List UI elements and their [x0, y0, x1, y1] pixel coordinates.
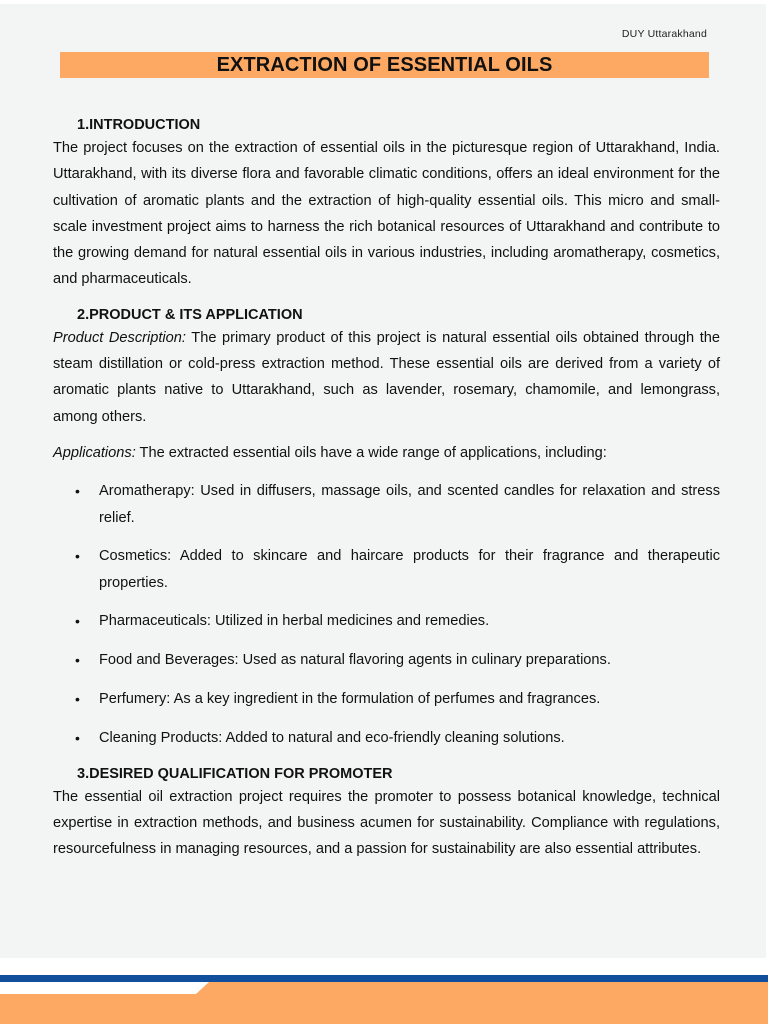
- list-item-text: Cleaning Products: Added to natural and eco-friendly cleaning solutions.: [99, 729, 565, 746]
- section-heading-qualification: 3.DESIRED QUALIFICATION FOR PROMOTER: [77, 765, 393, 782]
- section-heading-product: 2.PRODUCT & ITS APPLICATION: [77, 306, 303, 323]
- bullet-icon: •: [75, 483, 80, 500]
- bullet-icon: •: [75, 652, 80, 669]
- header-tag: DUY Uttarakhand: [621, 28, 707, 40]
- footer-orange-band: [0, 982, 768, 1024]
- document-title: EXTRACTION OF ESSENTIAL OILS: [216, 53, 553, 76]
- list-item: [53, 543, 720, 596]
- bullet-icon: •: [75, 548, 80, 565]
- product-description-text: The primary product of this project is natural essential oils obtained through the steam distillation or cold-press extraction method. These essential oils are derived from a variety of aromatic plants native to Uttarakhand, such as lavender, rosemary, chamomile, and lemongrass, among others.: [53, 329, 720, 425]
- section-heading-introduction: 1.INTRODUCTION: [77, 117, 201, 133]
- footer-orange-shape: [0, 982, 768, 1024]
- list-item-text: Perfumery: As a key ingredient in the formulation of perfumes and fragrances.: [99, 691, 601, 708]
- list-item: [53, 478, 720, 531]
- product-description-paragraph: [53, 325, 720, 430]
- applications-text: The extracted essential oils have a wide range of applications, including:: [135, 444, 607, 461]
- title-bar: [60, 52, 709, 78]
- footer-blue-stripe: [0, 975, 768, 982]
- applications-paragraph: [53, 440, 720, 466]
- introduction-paragraph: The project focuses on the extraction of essential oils in the picturesque region of Uttarakhand, India. Uttarakhand, with its diverse flora and favorable climatic conditions, offers an ideal environment for the cultivation of aromatic plants and the extraction of high-quality essential oils. This micro and small-scale investment project aims to harness the rich botanical resources of Uttarakhand and contribute to the growing demand for natural essential oils in various industries, including aromatherapy, cosmetics, and pharmaceuticals.: [53, 140, 720, 288]
- top-margin-strip: [0, 0, 768, 4]
- list-item-text: Pharmaceuticals: Utilized in herbal medicines and remedies.: [99, 613, 490, 630]
- list-item: [53, 647, 720, 673]
- list-item-text: Aromatherapy: Used in diffusers, massage oils, and scented candles for relaxation and stress relief.: [99, 483, 720, 526]
- list-item: [53, 725, 720, 751]
- list-item-text: Cosmetics: Added to skincare and haircare products for their fragrance and therapeutic properties.: [99, 548, 720, 591]
- list-item: [53, 686, 720, 712]
- applications-label: Applications:: [53, 444, 136, 461]
- bullet-icon: •: [75, 729, 80, 746]
- qualification-paragraph: The essential oil extraction project requires the promoter to possess botanical knowledge, technical expertise in extraction methods, and business acumen for sustainability. Compliance with regulations, resourcefulness in managing resources, and a passion for sustainability are also essential attributes.: [53, 788, 720, 858]
- applications-list: [53, 478, 720, 751]
- list-item: [53, 608, 720, 634]
- document-content: [53, 115, 720, 863]
- bullet-icon: •: [75, 613, 80, 630]
- product-description-label: Product Description:: [53, 329, 186, 346]
- bullet-icon: •: [75, 691, 80, 708]
- list-item-text: Food and Beverages: Used as natural flavoring agents in culinary preparations.: [99, 652, 611, 669]
